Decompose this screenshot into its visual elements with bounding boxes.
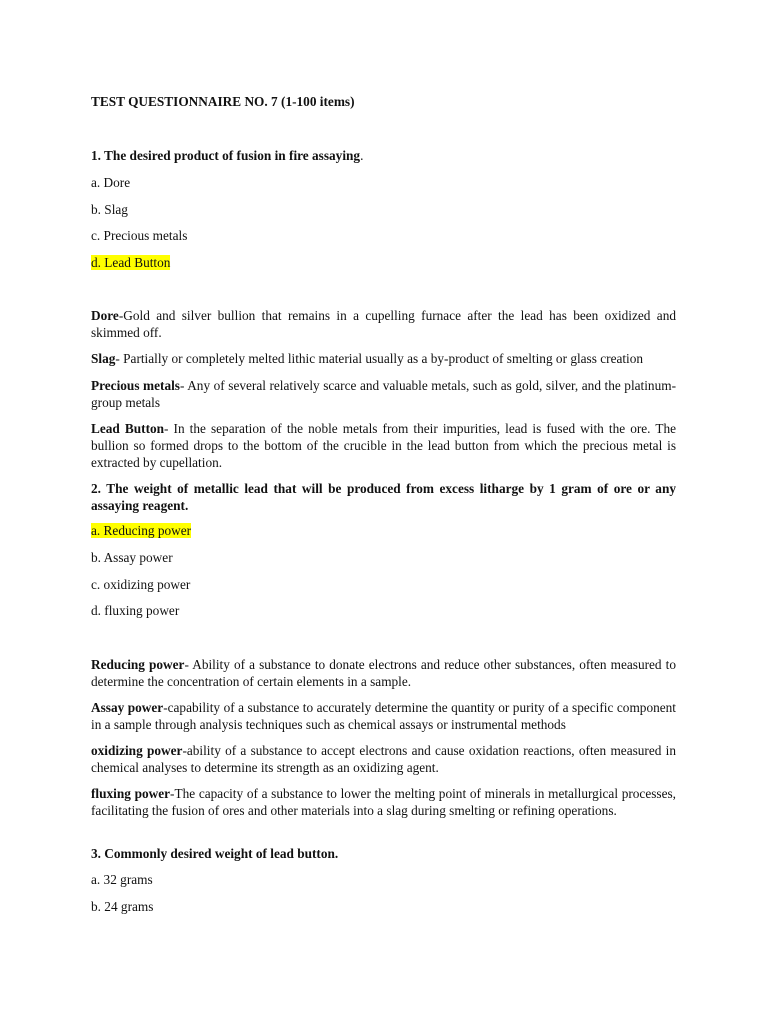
q1-option-a: a. Dore: [91, 175, 131, 190]
definition-term: Lead Button: [91, 421, 165, 436]
definition-text: -capability of a substance to accurately determine the quantity or purity of a specific component in a sample through analysis techniques such as chemical assays or instrumental methods: [91, 700, 676, 732]
q3-option-a: a. 32 grams: [91, 872, 153, 887]
page-title: TEST QUESTIONNAIRE NO. 7 (1-100 items): [91, 94, 355, 109]
definition-slag: [91, 350, 676, 367]
definition-term: Precious metals: [91, 378, 180, 393]
definition-term: Slag: [91, 351, 116, 366]
question-1-text: 1. The desired product of fusion in fire assaying: [91, 148, 361, 163]
definition-term: Dore: [91, 308, 119, 323]
definition-text: -ability of a substance to accept electrons and cause oxidation reactions, often measured in chemical analyses to determine its strength as an oxidizing agent.: [91, 743, 676, 775]
definition-term: Reducing power: [91, 657, 185, 672]
q1-option-d: [91, 254, 676, 271]
q2-option-d: d. fluxing power: [91, 603, 180, 618]
definition-reducing-power: [91, 656, 676, 690]
definition-text: -The capacity of a substance to lower the melting point of minerals in metallurgical processes, facilitating the fusion of ores and other materials into a slag during smelting or refining operations.: [91, 786, 676, 818]
definition-text: - Ability of a substance to donate electrons and reduce other substances, often measured to determine the concentration of certain elements in a sample.: [91, 657, 676, 689]
q1-answer-highlight: d. Lead Button: [91, 255, 171, 270]
definition-dore: [91, 307, 676, 341]
definition-fluxing-power: [91, 785, 676, 819]
definition-precious-metals: [91, 377, 676, 411]
definition-oxidizing-power: [91, 742, 676, 776]
definition-text: - Partially or completely melted lithic material usually as a by-product of smelting or glass creation: [115, 351, 644, 366]
definition-term: fluxing power: [91, 786, 171, 801]
q3-option-b: b. 24 grams: [91, 899, 154, 914]
q2-option-c: c. oxidizing power: [91, 577, 191, 592]
definition-lead-button: [91, 420, 676, 471]
q1-option-b: b. Slag: [91, 202, 128, 217]
question-3: 3. Commonly desired weight of lead button.: [91, 846, 339, 861]
definition-term: oxidizing power: [91, 743, 183, 758]
definition-term: Assay power: [91, 700, 164, 715]
q2-answer-highlight: a. Reducing power: [91, 523, 192, 538]
question-2: 2. The weight of metallic lead that will be produced from excess litharge by 1 gram of ore or any assaying reagent.: [91, 481, 676, 513]
definition-text: - In the separation of the noble metals from their impurities, lead is fused with the ore. The bullion so formed drops to the bottom of the crucible in the lead button from which the precious metal is extracted by cupellation.: [91, 421, 676, 470]
q1-option-c: c. Precious metals: [91, 228, 188, 243]
question-1: [91, 147, 676, 164]
definition-text: -Gold and silver bullion that remains in a cupelling furnace after the lead has been oxidized and skimmed off.: [91, 308, 676, 340]
q2-option-a: [91, 522, 676, 539]
question-1-end: .: [360, 148, 364, 163]
definition-assay-power: [91, 699, 676, 733]
q2-option-b: b. Assay power: [91, 550, 173, 565]
definition-text: - Any of several relatively scarce and valuable metals, such as gold, silver, and the platinum-group metals: [91, 378, 676, 410]
